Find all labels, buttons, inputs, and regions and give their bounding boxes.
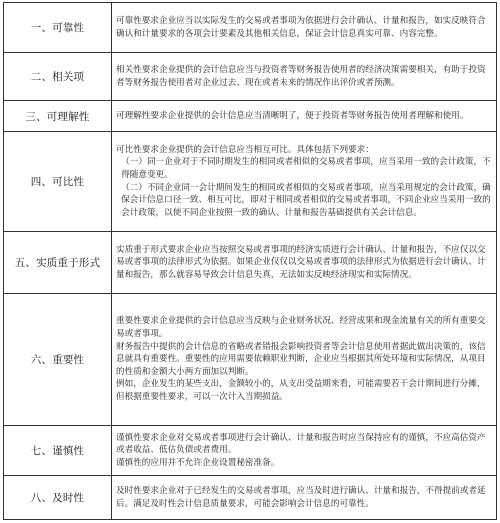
table-row [4, 53, 497, 101]
description-line: 例如，企业发生的某些支出，金额较小的，从支出受益期来看，可能需要若干会计期间进行分摊，但根据重要性要求，可以一次计入当期损益。 [116, 379, 486, 402]
description-line: 可靠性要求企业应当以实际发生的交易或者事项为依据进行会计确认、计量和报告，如实反映符合确认和计量要求的各项会计要素及其他相关信息，保证会计信息真实可靠、内容完整。 [116, 15, 486, 39]
row-label: 六、重要性 [4, 294, 112, 426]
table-row [4, 476, 497, 520]
row-description [112, 426, 497, 476]
row-description [112, 232, 497, 294]
table-row [4, 132, 497, 232]
description-line: 实质重于形式要求企业应当按照交易或者事项的经济实质进行会计确认、计量和报告，不应仅以交易或者事项的法律形式为依据。如果企业仅仅以交易或者事项的法律形式为依据进行会计确认、计量和报告，那么就容易导致会计信息失真，无法如实反映经济现实和实际情况。 [116, 244, 486, 280]
row-label: 八、及时性 [4, 476, 112, 520]
row-description [112, 101, 497, 132]
accounting-quality-table [3, 2, 497, 520]
row-label: 四、可比性 [4, 132, 112, 232]
row-description [112, 132, 497, 232]
description-line: （一）同一企业对于不同时期发生的相同或者相似的交易或者事项，应当采用一致的会计政策，不得随意变更。 [121, 157, 491, 180]
description-line: （二）不同企业同一会计期间发生的相同或者相似的交易或者事项，应当采用规定的会计政策，确保会计信息口径一致、相互可比，即对于相同或者相似的交易或者事项，不同企业应当采用一致的会计政策，以使不同企业按照一致的确认、计量和报告基础提供有关会计信息。 [121, 182, 491, 218]
description-line: 重要性要求企业提供的会计信息应当反映与企业财务状况、经营成果和现金流量有关的所有重要交易或者事项。 [116, 316, 486, 340]
row-description [112, 53, 497, 101]
row-label: 三、可理解性 [4, 101, 112, 132]
table-row [4, 294, 497, 426]
description-line: 及时性要求企业对于已经发生的交易或者事项，应当及时进行确认、计量和报告，不得提前或者延后。满足及时性会计信息质量要求，可能会影响会计信息的可靠性。 [116, 485, 486, 509]
description-line: 财务报告中提供的会计信息的省略或者错报会影响投资者等会计信息使用者据此做出决策的，该信息就具有重要性。重要性的应用需要依赖职业判断，企业应当根据其所处环境和实际情况，从项目的性质和金额大小两方面加以判断。 [116, 341, 486, 377]
description-line: 可比性要求企业提供的会计信息应当相互可比。具体包括下列要求： [116, 144, 374, 155]
description-line: 谨慎性的应用并不允许企业设置秘密准备。 [116, 457, 280, 468]
table-row [4, 426, 497, 476]
description-line: 谨慎性要求企业对交易或者事项进行会计确认、计量和报告时应当保持应有的谨慎，不应高估资产或者收益、低估负债或者费用。 [116, 432, 486, 456]
table-row [4, 232, 497, 294]
row-description [112, 476, 497, 520]
row-description [112, 294, 497, 426]
row-label: 一、可靠性 [4, 3, 112, 53]
row-label: 七、谨慎性 [4, 426, 112, 476]
description-line: 相关性要求企业提供的会计信息应当与投资者等财务报告使用者的经济决策需要相关，有助于投资者等财务报告使用者对企业过去、现在或者未来的情况作出评价或者预测。 [116, 64, 486, 88]
row-label: 二、相关项 [4, 53, 112, 101]
table-row [4, 101, 497, 132]
row-description [112, 3, 497, 53]
row-label: 五、实质重于形式 [4, 232, 112, 294]
table-row [4, 3, 497, 53]
description-line: 可理解性要求企业提供的会计信息应当清晰明了，便于投资者等财务报告使用者理解和使用。 [116, 110, 469, 121]
